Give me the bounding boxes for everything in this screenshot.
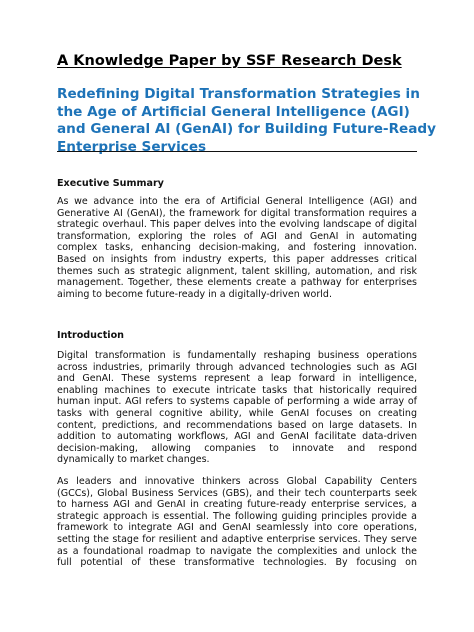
text-line: enabling machines to execute intricate tasks that historically required: [57, 384, 417, 396]
text-line: full potential of these transformative technologies. By focusing on: [57, 557, 417, 569]
text-line: aiming to become future-ready in a digitally-driven world.: [57, 288, 332, 300]
text-line: framework to integrate AGI and GenAI seamlessly into core operations,: [57, 522, 417, 534]
text-line: transformation, exploring the roles of AGI and GenAI in automating: [57, 230, 417, 242]
text-line: as a foundational roadmap to navigate the complexities and unlock the: [57, 545, 417, 557]
text-line: strategic approach is essential. The following guiding principles provide a: [57, 510, 417, 522]
text-line: themes such as strategic alignment, talent skilling, automation, and risk: [57, 265, 417, 277]
title-line: Redefining Digital Transformation Strategies in: [57, 86, 420, 102]
text-line: addition to automating workflows, AGI and GenAI facilitate data-driven: [57, 431, 417, 443]
text-line: complex tasks, enhancing decision-making, and fostering innovation.: [57, 242, 417, 254]
text-line: strategic overhaul. This paper delves into the evolving landscape of digital: [57, 219, 417, 231]
text-line: decision-making, allowing companies to innovate and respond: [57, 442, 417, 454]
executive-summary-paragraph: [57, 196, 417, 300]
introduction-heading: Introduction: [57, 330, 124, 341]
text-line: across industries, primarily through advanced technologies such as AGI: [57, 361, 417, 373]
text-line: human input. AGI refers to systems capable of performing a wide array of: [57, 396, 417, 408]
title-line: and General AI (GenAI) for Building Future-Ready: [57, 121, 437, 137]
text-line: management. Together, these elements create a pathway for enterprises: [57, 277, 417, 289]
introduction-paragraph-2: [57, 476, 417, 569]
text-line: content, predictions, and recommendations based on large datasets. In: [57, 419, 417, 431]
paper-title: [57, 86, 437, 156]
text-line: dynamically to market changes.: [57, 454, 210, 466]
text-line: As we advance into the era of Artificial General Intelligence (AGI) and: [57, 196, 417, 207]
title-line: Enterprise Services: [57, 138, 207, 155]
paper-header: A Knowledge Paper by SSF Research Desk: [57, 53, 402, 69]
text-line: to harness AGI and GenAI in creating future-ready enterprise services, a: [57, 499, 417, 511]
title-divider: [57, 151, 417, 152]
text-line: tasks with general cognitive ability, while GenAI focuses on creating: [57, 407, 417, 419]
text-line: Based on insights from industry experts, this paper addresses critical: [57, 253, 417, 265]
text-line: Generative AI (GenAI), the framework for digital transformation requires a: [57, 207, 417, 219]
text-line: (GCCs), Global Business Services (GBS), and their tech counterparts seek: [57, 487, 417, 499]
text-line: setting the stage for resilient and adaptive enterprise services. They serve: [57, 533, 417, 545]
title-line: the Age of Artificial General Intelligence (AGI): [57, 103, 410, 120]
introduction-paragraph-1: [57, 350, 417, 466]
text-line: As leaders and innovative thinkers across Global Capability Centers: [57, 476, 417, 487]
text-line: and GenAI. These systems represent a leap forward in intelligence,: [57, 373, 417, 385]
text-line: Digital transformation is fundamentally reshaping business operations: [57, 350, 417, 361]
executive-summary-heading: Executive Summary: [57, 178, 164, 189]
